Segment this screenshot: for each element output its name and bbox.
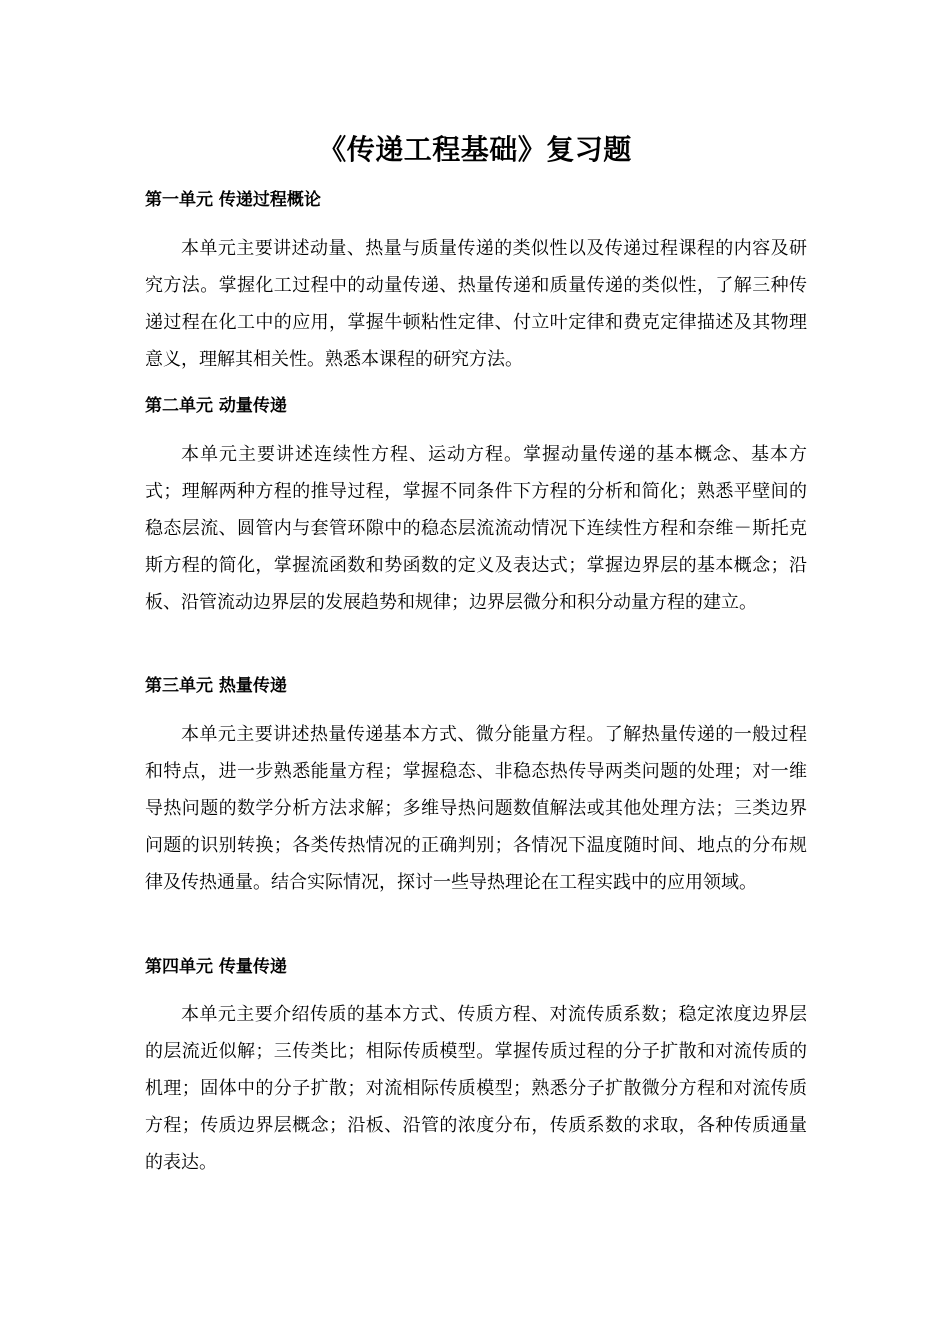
section-heading-unit-4: 第四单元 传量传递: [145, 957, 287, 977]
section-heading-unit-1: 第一单元 传递过程概论: [145, 190, 321, 210]
section-heading-unit-3: 第三单元 热量传递: [145, 676, 287, 696]
section-body-unit-1: 本单元主要讲述动量、热量与质量传递的类似性以及传递过程课程的内容及研究方法。掌握化工过程中的动量传递、热量传递和质量传递的类似性，了解三种传递过程在化工中的应用，掌握牛顿粘性定律、付立叶定律和费克定律描述及其物理意义，理解其相关性。熟悉本课程的研究方法。: [145, 238, 807, 370]
section-body-unit-2: 本单元主要讲述连续性方程、运动方程。掌握动量传递的基本概念、基本方式；理解两种方程的推导过程，掌握不同条件下方程的分析和简化；熟悉平壁间的稳态层流、圆管内与套管环隙中的稳态层流流动情况下连续性方程和奈维－斯托克斯方程的简化，掌握流函数和势函数的定义及表达式；掌握边界层的基本概念；沿板、沿管流动边界层的发展趋势和规律；边界层微分和积分动量方程的建立。: [145, 444, 807, 613]
section-body-unit-4: 本单元主要介绍传质的基本方式、传质方程、对流传质系数；稳定浓度边界层的层流近似解；三传类比；相际传质模型。掌握传质过程的分子扩散和对流传质的机理；固体中的分子扩散；对流相际传质模型；熟悉分子扩散微分方程和对流传质方程；传质边界层概念；沿板、沿管的浓度分布，传质系数的求取，各种传质通量的表达。: [145, 1004, 807, 1173]
document-title: 《传递工程基础》复习题: [318, 133, 632, 166]
section-body-unit-3: 本单元主要讲述热量传递基本方式、微分能量方程。了解热量传递的一般过程和特点，进一步熟悉能量方程；掌握稳态、非稳态热传导两类问题的处理；对一维导热问题的数学分析方法求解；多维导热问题数值解法或其他处理方法；三类边界问题的识别转换；各类传热情况的正确判别；各情况下温度随时间、地点的分布规律及传热通量。结合实际情况，探讨一些导热理论在工程实践中的应用领域。: [145, 724, 807, 893]
section-heading-unit-2: 第二单元 动量传递: [145, 396, 287, 416]
